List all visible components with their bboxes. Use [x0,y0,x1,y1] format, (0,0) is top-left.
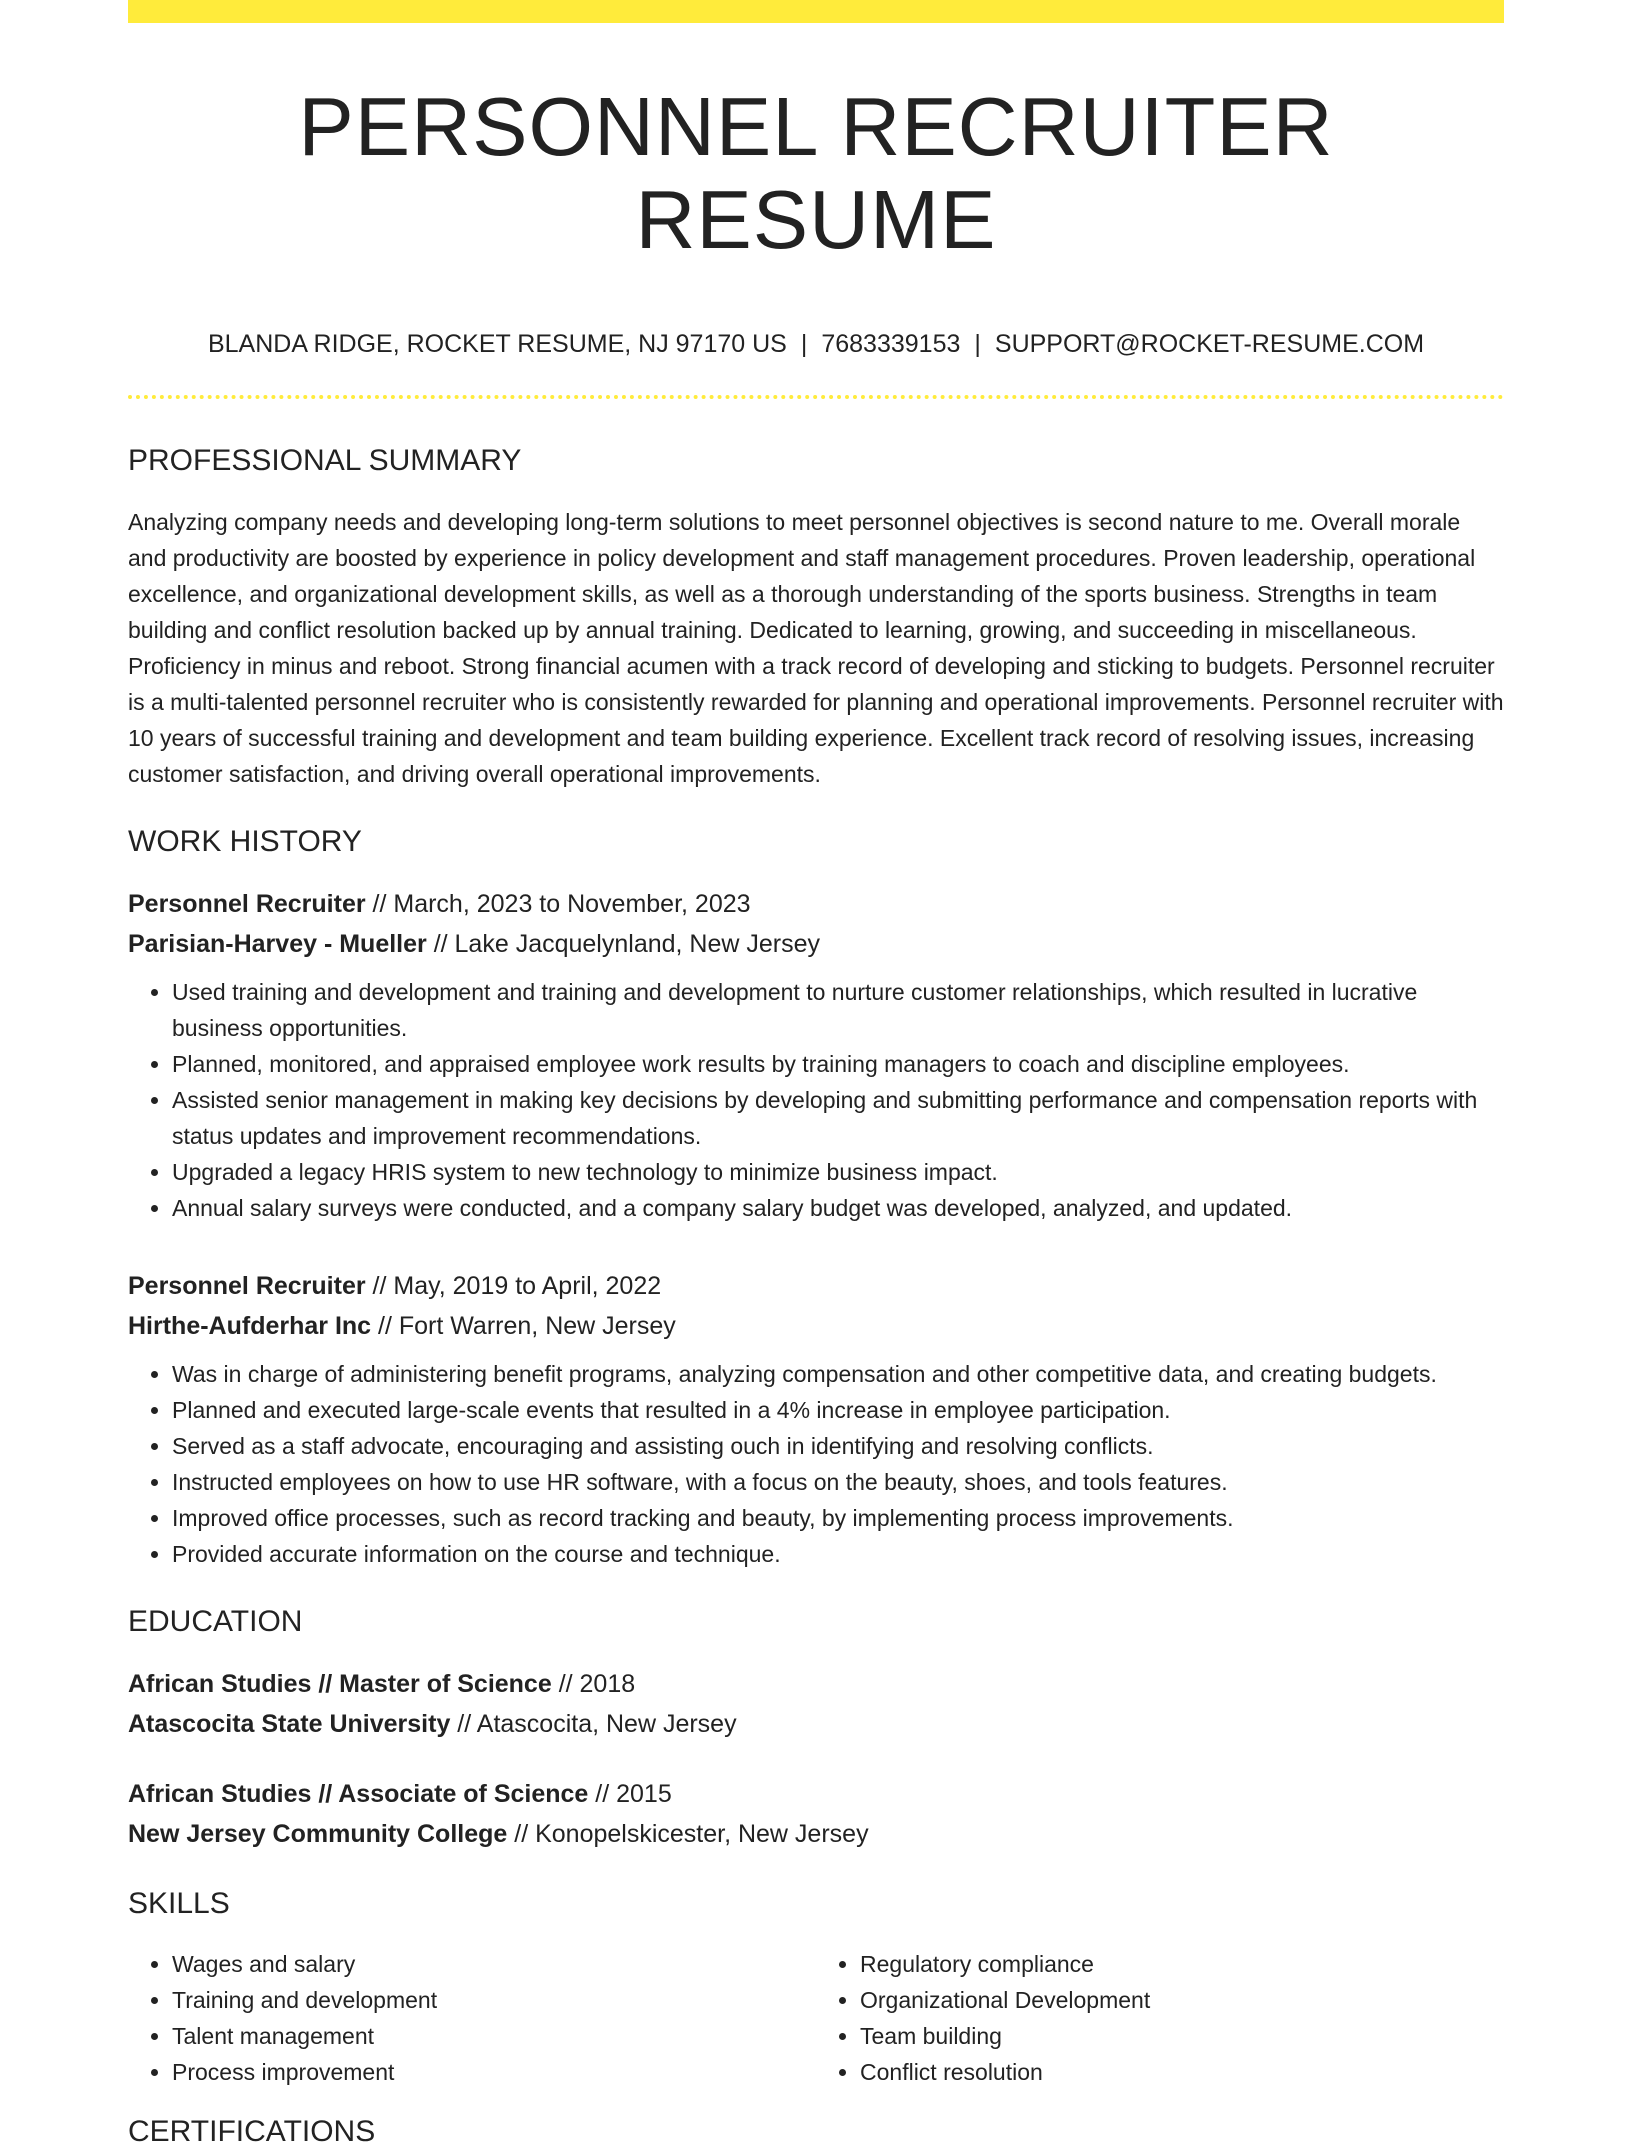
job-location: // Fort Warren, New Jersey [371,1311,676,1340]
job-bullet: • Provided accurate information on the course and technique. [172,1536,1504,1572]
degree-line [128,1664,1504,1704]
job-company: Hirthe-Aufderhar Inc [128,1311,372,1340]
job-company: Parisian-Harvey - Mueller [128,929,427,958]
job-bullet: • Upgraded a legacy HRIS system to new technology to minimize business impact. [172,1154,1504,1190]
skills-column-left [128,1946,816,2090]
job-bullets [128,1356,1504,1572]
skill-item: • Regulatory compliance [860,1946,1504,1982]
skill-item: • Conflict resolution [860,2054,1504,2090]
section-heading: CERTIFICATIONS [128,2114,376,2148]
job-title: Personnel Recruiter [128,1271,366,1300]
job-company-line [128,1306,1504,1346]
job-company-line [128,924,1504,964]
summary-text: Analyzing company needs and developing long-term solutions to meet personnel objectives is second nature to me. Overall morale and productivity are boosted by experience in policy development and staff management procedures. Proven leadership, operational excellence, and organizational development skills, as well as a thorough understanding of the sports business. Strengths in team building and conflict resolution backed up by annual training. Dedicated to learning, growing, and succeeding in miscellaneous. Proficiency in minus and reboot. Strong financial acumen with a track record of developing and sticking to budgets. Personnel recruiter is a multi-talented personnel recruiter who is consistently rewarded for planning and operational improvements. Personnel recruiter with 10 years of successful training and development and team building experience. Excellent track record of resolving issues, increasing customer satisfaction, and driving overall operational improvements. [128,508,1504,787]
skill-item: • Training and development [172,1982,816,2018]
job-bullet: • Instructed employees on how to use HR software, with a focus on the beauty, shoes, and tools features. [172,1464,1504,1500]
contact-separator: | [800,329,808,358]
skills-section [128,1886,1504,2090]
job-dates: // May, 2019 to April, 2022 [365,1271,662,1300]
job-bullet: • Assisted senior management in making key decisions by developing and submitting performance and compensation reports with status updates and improvement recommendations. [172,1082,1504,1154]
section-heading: EDUCATION [128,1604,303,1638]
job-bullet: • Served as a staff advocate, encouraging and assisting ouch in identifying and resolving conflicts. [172,1428,1504,1464]
job-title-line [128,884,1504,924]
school-line [128,1814,1504,1854]
certifications-section [128,2114,1504,2150]
skill-item: • Wages and salary [172,1946,816,1982]
degree-line [128,1774,1504,1814]
skill-item: • Team building [860,2018,1504,2054]
education-entry [128,1774,1504,1854]
summary-section [128,443,1504,792]
skills-grid [128,1946,1504,2090]
contact-phone: 7683339153 [821,329,961,358]
school-location: // Konopelskicester, New Jersey [507,1819,869,1848]
job-bullet: • Improved office processes, such as record tracking and beauty, by implementing process improvements. [172,1500,1504,1536]
resume-page [128,0,1504,2150]
contact-separator: | [974,329,981,358]
skill-item: • Organizational Development [860,1982,1504,2018]
job-bullet: • Annual salary surveys were conducted, and a company salary budget was developed, analyzed, and updated. [172,1190,1504,1226]
job-bullet: • Used training and development and training and development to nurture customer relationships, which resulted in lucrative business opportunities. [172,974,1504,1046]
work-history-section [128,824,1504,1572]
job-entry [128,884,1504,1226]
school-line [128,1704,1504,1744]
degree: African Studies // Associate of Science [128,1779,589,1808]
job-location: // Lake Jacquelynland, New Jersey [426,929,821,958]
job-title-line [128,1266,1504,1306]
degree-year: // 2018 [551,1669,636,1698]
contact-address: BLANDA RIDGE, ROCKET RESUME, NJ 97170 US [207,329,787,358]
skill-item: • Process improvement [172,2054,816,2090]
education-section [128,1604,1504,1854]
section-heading: WORK HISTORY [128,824,362,858]
resume-title: PERSONNEL RECRUITER RESUME [298,80,1334,266]
skills-column-right [816,1946,1504,2090]
school-location: // Atascocita, New Jersey [450,1709,737,1738]
accent-bar [128,0,1504,23]
job-dates: // March, 2023 to November, 2023 [365,889,751,918]
job-bullet: • Planned, monitored, and appraised employee work results by training managers to coach and discipline employees. [172,1046,1504,1082]
job-bullet: • Was in charge of administering benefit programs, analyzing compensation and other competitive data, and creating budgets. [172,1356,1504,1392]
degree-year: // 2015 [588,1779,672,1808]
job-entry [128,1266,1504,1572]
contact-line [128,329,1504,359]
degree: African Studies // Master of Science [128,1669,552,1698]
skill-item: • Talent management [172,2018,816,2054]
school: Atascocita State University [128,1709,451,1738]
education-entry [128,1664,1504,1744]
job-bullet: • Planned and executed large-scale events that resulted in a 4% increase in employee participation. [172,1392,1504,1428]
job-bullets [128,974,1504,1226]
section-heading: PROFESSIONAL SUMMARY [128,443,522,477]
job-title: Personnel Recruiter [128,889,366,918]
dotted-divider [128,395,1504,399]
school: New Jersey Community College [128,1819,508,1848]
section-heading: SKILLS [128,1886,230,1920]
contact-email: SUPPORT@ROCKET-RESUME.COM [994,329,1425,358]
